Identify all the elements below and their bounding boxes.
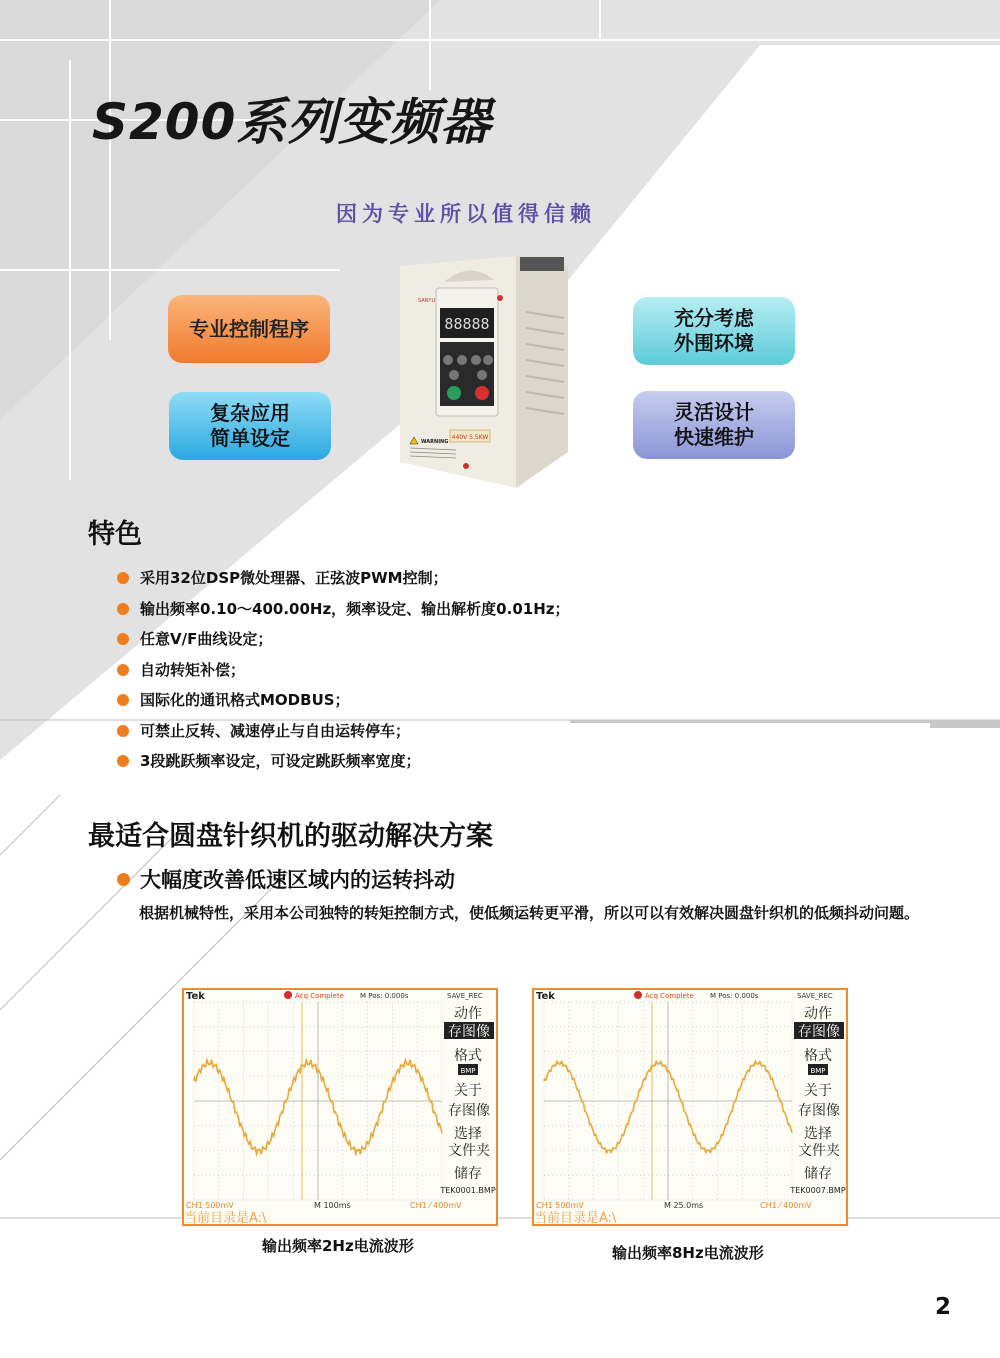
- svg-text:关于: 关于: [454, 1083, 482, 1099]
- scope-mpos: M Pos: 0.000s: [360, 992, 409, 1000]
- slogan: 因为专业所以值得信赖: [336, 202, 596, 226]
- highlight-easy-setup: 复杂应用 简单设定: [169, 392, 331, 460]
- svg-text:格式: 格式: [454, 1048, 482, 1064]
- feature-item: 采用32位DSP微处理器、正弦波PWM控制；: [117, 566, 569, 597]
- feature-item: 3段跳跃频率设定，可设定跳跃频率宽度；: [117, 749, 569, 780]
- svg-text:动作: 动作: [804, 1006, 832, 1022]
- svg-text:存图像: 存图像: [448, 1103, 490, 1119]
- svg-text:文件夹: 文件夹: [448, 1143, 490, 1159]
- scope-ch1: CH1 500mV: [186, 1201, 234, 1210]
- warning-label: WARNING: [421, 439, 449, 445]
- display-digits: 88888: [444, 315, 490, 333]
- feature-item: 任意V/F曲线设定；: [117, 627, 569, 658]
- svg-text:储存: 储存: [454, 1166, 482, 1182]
- scope-timebase: M 100ms: [314, 1201, 351, 1210]
- features-heading: 特色: [88, 519, 142, 550]
- bullet-dot-icon: [117, 694, 129, 706]
- svg-text:BMP: BMP: [460, 1067, 476, 1075]
- scope-caption-2hz: 输出频率2Hz电流波形: [262, 1237, 414, 1255]
- scope-mpos: M Pos: 0.000s: [710, 992, 759, 1000]
- svg-text:文件夹: 文件夹: [798, 1143, 840, 1159]
- bullet-dot-icon: [117, 664, 129, 676]
- inverter-product-image: [396, 252, 572, 488]
- highlight-pro-control: 专业控制程序: [168, 295, 330, 363]
- oscilloscope-2hz: [182, 988, 498, 1226]
- svg-text:TEK0007.BMP: TEK0007.BMP: [790, 1186, 846, 1195]
- svg-text:格式: 格式: [804, 1048, 832, 1064]
- scope-status: Acq Complete: [295, 992, 344, 1000]
- svg-text:BMP: BMP: [810, 1067, 826, 1075]
- brand-label: SANYU: [418, 298, 436, 304]
- bullet-dot-icon: [117, 572, 129, 584]
- feature-item: 输出频率0.10～400.00Hz，频率设定、输出解析度0.01Hz；: [117, 597, 569, 628]
- svg-text:存图像: 存图像: [798, 1103, 840, 1119]
- rating-label: 440V 5.5KW: [451, 434, 489, 441]
- bullet-dot-icon: [117, 725, 129, 737]
- svg-text:TEK0001.BMP: TEK0001.BMP: [440, 1186, 496, 1195]
- bullet-dot-icon: [117, 633, 129, 645]
- page-title: S200系列变频器: [92, 93, 492, 151]
- scope-timebase: M 25.0ms: [664, 1201, 704, 1210]
- scope-status: Acq Complete: [645, 992, 694, 1000]
- record-icon: [284, 991, 292, 999]
- solution-subheading: 大幅度改善低速区域内的运转抖动: [117, 864, 455, 894]
- record-icon: [634, 991, 642, 999]
- highlight-maintenance: 灵活设计 快速维护: [633, 391, 795, 459]
- page-number: 2: [935, 1294, 952, 1320]
- bullet-dot-icon: [117, 755, 129, 767]
- svg-text:选择: 选择: [804, 1126, 832, 1142]
- scope-directory: 当前目录是A:\: [184, 1211, 267, 1226]
- scope-menu-header: SAVE_REC: [447, 992, 483, 1000]
- feature-item: 国际化的通讯格式MODBUS；: [117, 688, 569, 719]
- svg-text:动作: 动作: [454, 1006, 482, 1022]
- scope-caption-8hz: 输出频率8Hz电流波形: [612, 1244, 764, 1262]
- feature-item: 可禁止反转、减速停止与自由运转停车；: [117, 719, 569, 750]
- svg-text:关于: 关于: [804, 1083, 832, 1099]
- solution-paragraph: 根据机械特性，采用本公司独特的转矩控制方式，使低频运转更平滑，所以可以有效解决圆盘针织机的低频抖动问题。: [139, 904, 920, 922]
- bullet-dot-icon: [117, 873, 130, 886]
- bullet-dot-icon: [117, 603, 129, 615]
- scope-ch1: CH1 500mV: [536, 1201, 584, 1210]
- highlight-environment: 充分考虑 外围环境: [633, 297, 795, 365]
- solution-heading: 最适合圆盘针织机的驱动解决方案: [88, 821, 493, 852]
- scope-trigger: CH1 ⁄ 400mV: [410, 1201, 462, 1210]
- scope-directory: 当前目录是A:\: [534, 1211, 617, 1226]
- features-list: [117, 566, 569, 780]
- svg-text:存图像: 存图像: [448, 1024, 490, 1040]
- scope-trigger: CH1 ⁄ 400mV: [760, 1201, 812, 1210]
- scope-brand: Tek: [536, 991, 555, 1002]
- feature-item: 自动转矩补偿；: [117, 658, 569, 689]
- svg-text:存图像: 存图像: [798, 1024, 840, 1040]
- scope-menu-header: SAVE_REC: [797, 992, 833, 1000]
- oscilloscope-8hz: [532, 988, 848, 1226]
- svg-text:选择: 选择: [454, 1126, 482, 1142]
- scope-brand: Tek: [186, 991, 205, 1002]
- svg-text:储存: 储存: [804, 1166, 832, 1182]
